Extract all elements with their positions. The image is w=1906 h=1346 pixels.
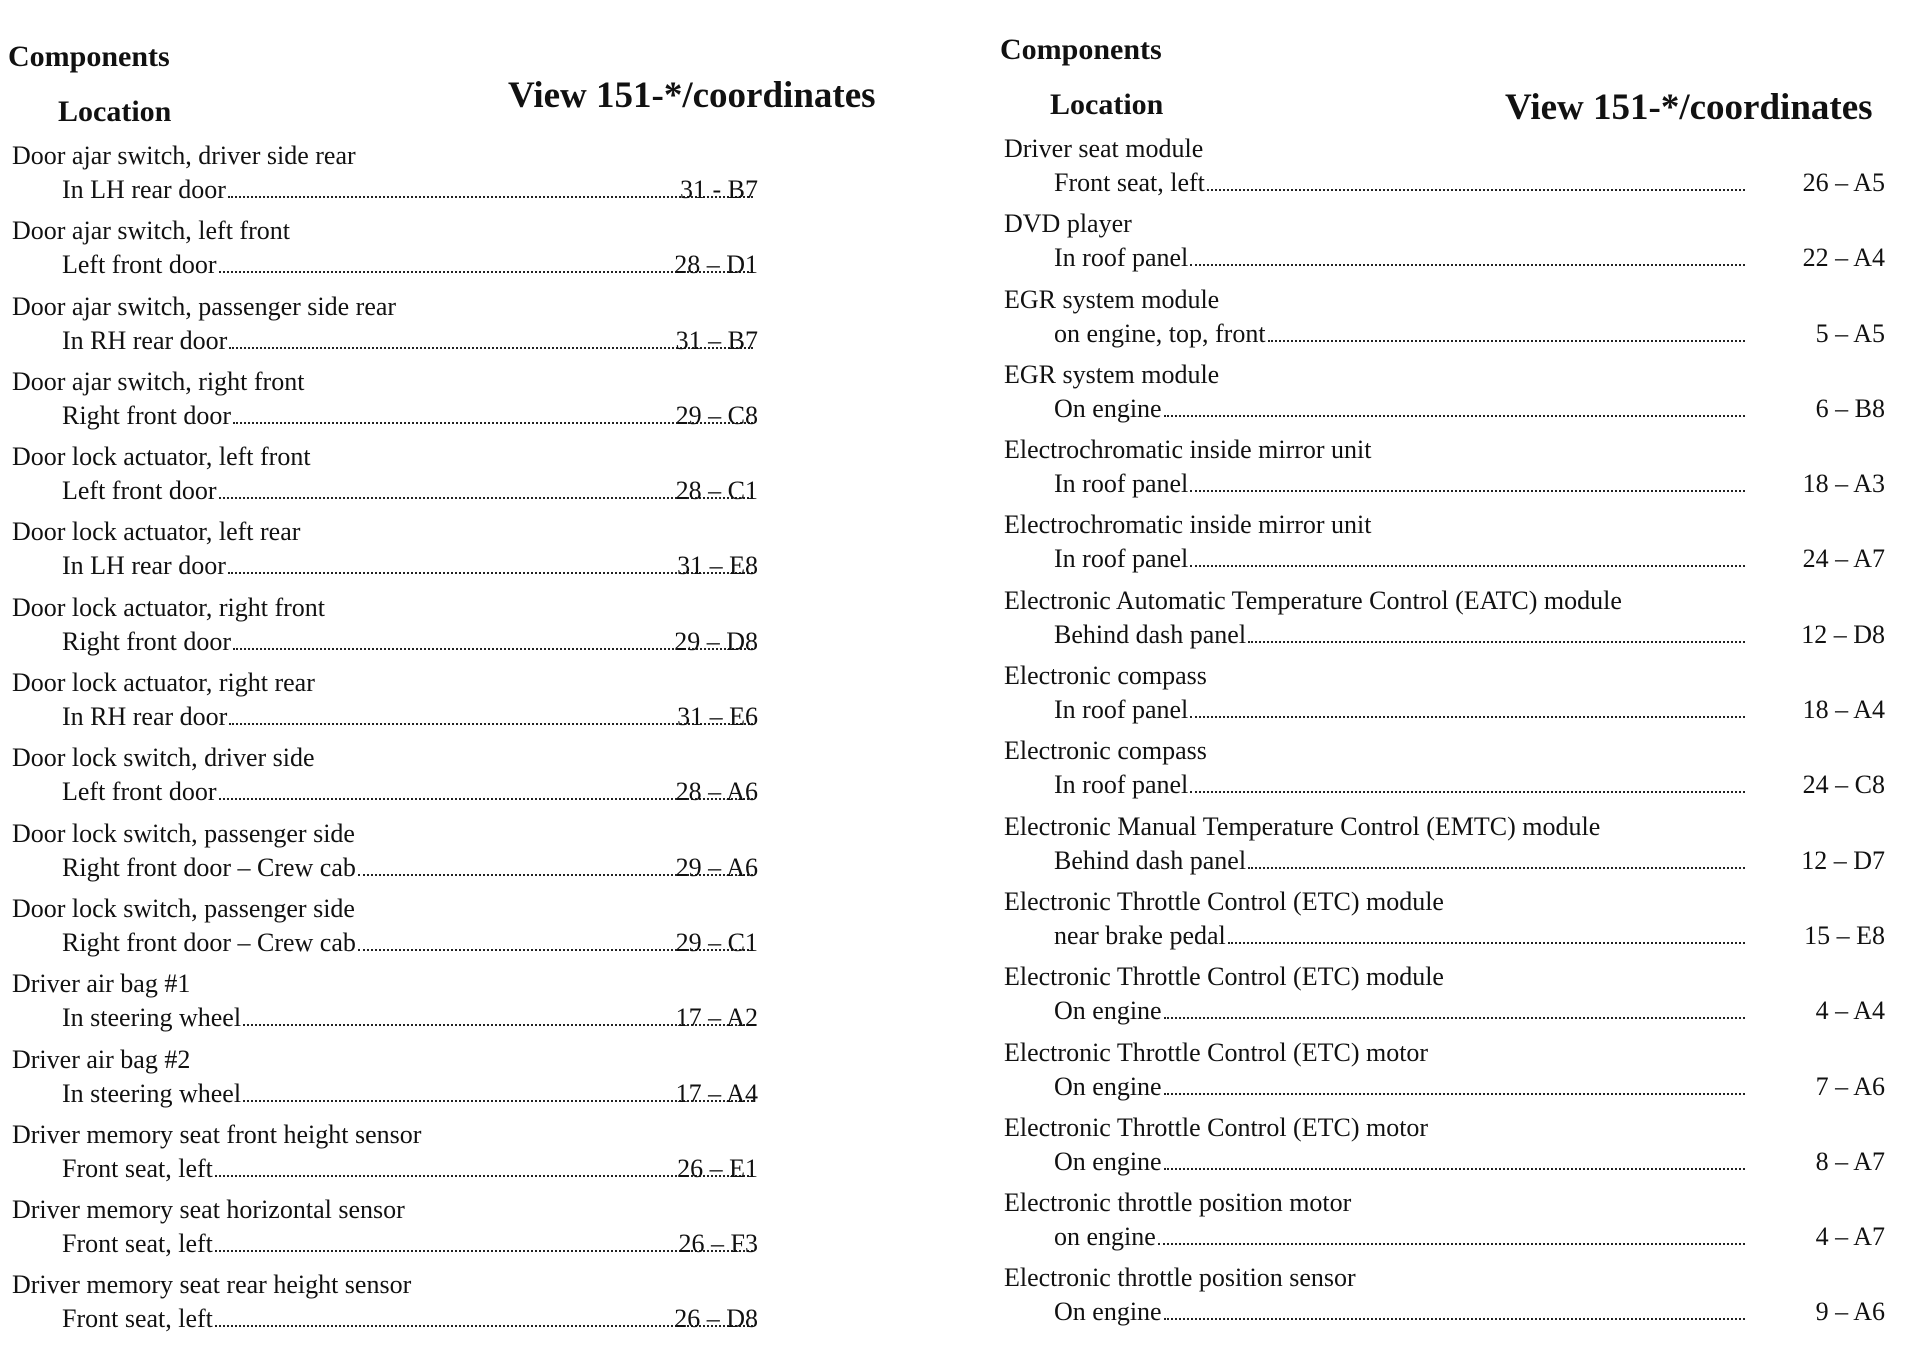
component-name: Electronic Throttle Control (ETC) motor (1004, 1037, 1429, 1067)
dot-leader (1228, 922, 1745, 944)
view-coordinate: 5 – A5 (1815, 318, 1885, 348)
location-line (1054, 996, 1745, 1026)
component-entry (8, 367, 918, 442)
component-entry (1000, 586, 1890, 661)
component-name: Electronic Automatic Temperature Control (EATC) module (1004, 585, 1622, 615)
view-coordinate: 29 – C1 (675, 927, 758, 957)
component-location: Right front door (62, 400, 231, 430)
location-line (62, 777, 753, 807)
component-entry (1000, 209, 1890, 284)
view-coordinate: 4 – A7 (1815, 1222, 1885, 1252)
component-location: In roof panel (1054, 469, 1189, 499)
view-coordinate: 24 – C8 (1802, 770, 1885, 800)
location-line (1054, 1222, 1745, 1252)
component-location: on engine (1054, 1222, 1156, 1252)
component-entry (1000, 1188, 1890, 1263)
component-name: Electronic Throttle Control (ETC) motor (1004, 1112, 1429, 1142)
location-line (1054, 695, 1745, 725)
view-coordinate: 4 – A4 (1815, 996, 1885, 1026)
component-location: On engine (1054, 1071, 1162, 1101)
location-line (1054, 469, 1745, 499)
component-location: In roof panel (1054, 544, 1189, 574)
component-name: Electronic throttle position motor (1004, 1188, 1352, 1218)
location-line (62, 853, 753, 883)
component-name: EGR system module (1004, 284, 1220, 314)
dot-leader (219, 477, 753, 499)
view-coordinate: 31 – E8 (677, 551, 758, 581)
dot-leader (1268, 320, 1745, 342)
component-name: DVD player (1004, 209, 1132, 239)
view-coordinate: 28 – C1 (675, 476, 758, 506)
dot-leader (219, 778, 753, 800)
location-line (1054, 846, 1745, 876)
component-entry (1000, 661, 1890, 736)
component-entry (8, 1270, 918, 1345)
dot-leader (1190, 545, 1745, 567)
component-entry (8, 141, 918, 216)
component-location: Right front door (62, 626, 231, 656)
component-location: Left front door (62, 476, 217, 506)
location-line (62, 1229, 753, 1259)
view-coordinate: 9 – A6 (1815, 1297, 1885, 1327)
location-line (62, 401, 753, 431)
location-line (1054, 544, 1745, 574)
dot-leader (1158, 1223, 1745, 1245)
component-entry (1000, 887, 1890, 962)
component-name: Driver memory seat rear height sensor (12, 1270, 412, 1300)
component-location: Behind dash panel (1054, 619, 1247, 649)
location-line (62, 1079, 753, 1109)
view-coordinate: 12 – D7 (1801, 845, 1885, 875)
component-entry (1000, 510, 1890, 585)
location-line (1054, 1297, 1745, 1327)
component-entry (8, 517, 918, 592)
dot-leader (228, 176, 753, 198)
location-line (62, 326, 753, 356)
location-line (1054, 921, 1745, 951)
view-coordinate: 28 – D1 (674, 250, 758, 280)
component-entry (1000, 812, 1890, 887)
dot-leader (215, 1230, 753, 1252)
view-coordinate: 17 – A2 (675, 1003, 758, 1033)
component-entry (1000, 1038, 1890, 1113)
components-heading: Components (8, 40, 170, 73)
component-location: In RH rear door (62, 325, 228, 355)
component-name: Electrochromatic inside mirror unit (1004, 510, 1372, 540)
view-coordinate: 18 – A3 (1802, 469, 1885, 499)
component-name: Electronic Throttle Control (ETC) module (1004, 962, 1444, 992)
component-entry (1000, 360, 1890, 435)
view-coordinate: 26 – D8 (674, 1304, 758, 1334)
component-entry (1000, 1113, 1890, 1188)
component-entry (8, 819, 918, 894)
component-entry (8, 969, 918, 1044)
component-location: On engine (1054, 393, 1162, 423)
view-coordinates-label: View 151-*/coordinates (1505, 87, 1873, 128)
component-location: In roof panel (1054, 770, 1189, 800)
component-location: on engine, top, front (1054, 318, 1266, 348)
component-location: Right front door – Crew cab (62, 852, 356, 882)
dot-leader (228, 552, 753, 574)
component-entry (8, 292, 918, 367)
component-entry (1000, 962, 1890, 1037)
view-coordinates-label: View 151-*/coordinates (508, 75, 876, 116)
location-line (1054, 1147, 1745, 1177)
component-name: Electrochromatic inside mirror unit (1004, 435, 1372, 465)
view-coordinate: 15 – E8 (1804, 920, 1885, 950)
component-entry (8, 1195, 918, 1270)
view-coordinate: 18 – A4 (1802, 695, 1885, 725)
dot-leader (1248, 621, 1745, 643)
component-location: In LH rear door (62, 175, 226, 204)
location-line (62, 1003, 753, 1033)
component-location: In steering wheel (62, 1003, 242, 1033)
location-line (62, 627, 753, 657)
location-line (1054, 1072, 1745, 1102)
component-name: Driver memory seat front height sensor (12, 1119, 422, 1149)
view-coordinate: 31 – E6 (677, 702, 758, 732)
view-coordinate: 31 - B7 (680, 175, 758, 204)
component-name: Door lock actuator, right rear (12, 668, 315, 698)
dot-leader (219, 251, 753, 273)
component-list (1000, 134, 1890, 1339)
dot-leader (1164, 395, 1745, 417)
component-entry (8, 442, 918, 517)
component-entry (1000, 285, 1890, 360)
component-entry (8, 894, 918, 969)
component-location: On engine (1054, 1146, 1162, 1176)
view-coordinate: 29 – A6 (675, 852, 758, 882)
component-location: In roof panel (1054, 243, 1189, 273)
component-name: Door lock actuator, left rear (12, 517, 301, 547)
component-location: Left front door (62, 777, 217, 807)
component-name: EGR system module (1004, 359, 1220, 389)
component-location: Front seat, left (62, 1153, 213, 1183)
location-label: Location (1050, 88, 1164, 121)
view-coordinate: 8 – A7 (1815, 1146, 1885, 1176)
component-name: Driver memory seat horizontal sensor (12, 1195, 405, 1225)
component-entry (1000, 1263, 1890, 1338)
component-name: Door lock switch, passenger side (12, 818, 355, 848)
component-name: Door lock actuator, right front (12, 592, 326, 622)
component-entry (8, 1045, 918, 1120)
location-line (1054, 770, 1745, 800)
dot-leader (1164, 1298, 1745, 1320)
dot-leader (1190, 696, 1745, 718)
view-coordinate: 31 – B7 (675, 325, 758, 355)
location-line (62, 175, 753, 205)
location-line (62, 702, 753, 732)
component-location: Right front door – Crew cab (62, 927, 356, 957)
location-line (1054, 319, 1745, 349)
component-entry (8, 216, 918, 291)
component-location: Left front door (62, 250, 217, 280)
component-location: In roof panel (1054, 695, 1189, 725)
component-name: Door ajar switch, left front (12, 216, 290, 246)
component-name: Electronic Throttle Control (ETC) module (1004, 886, 1444, 916)
component-name: Driver seat module (1004, 134, 1204, 163)
view-coordinate: 29 – D8 (674, 626, 758, 656)
view-coordinate: 26 – F3 (678, 1229, 758, 1259)
component-entry (8, 593, 918, 668)
location-line (62, 476, 753, 506)
component-name: Door lock actuator, left front (12, 442, 311, 472)
view-coordinate: 22 – A4 (1802, 243, 1885, 273)
component-name: Door lock switch, passenger side (12, 893, 355, 923)
component-location: In LH rear door (62, 551, 226, 581)
location-line (62, 1304, 753, 1334)
dot-leader (1190, 470, 1745, 492)
component-name: Door lock switch, driver side (12, 743, 315, 773)
location-label: Location (58, 95, 172, 128)
component-name: Electronic compass (1004, 736, 1207, 766)
component-name: Driver air bag #1 (12, 969, 191, 999)
view-coordinate: 26 – E1 (677, 1153, 758, 1183)
component-entry (1000, 736, 1890, 811)
component-name: Driver air bag #2 (12, 1044, 191, 1074)
view-coordinate: 17 – A4 (675, 1078, 758, 1108)
location-line (1054, 168, 1745, 198)
location-line (1054, 394, 1745, 424)
components-heading: Components (1000, 33, 1162, 66)
dot-leader (1164, 1148, 1745, 1170)
component-location: Front seat, left (1054, 168, 1205, 197)
location-line (62, 928, 753, 958)
component-location: On engine (1054, 996, 1162, 1026)
location-line (62, 250, 753, 280)
component-entry (1000, 134, 1890, 209)
dot-leader (215, 1305, 753, 1327)
component-name: Electronic Manual Temperature Control (EMTC) module (1004, 811, 1601, 841)
component-location: Front seat, left (62, 1304, 213, 1334)
component-name: Door ajar switch, passenger side rear (12, 291, 397, 321)
location-line (62, 551, 753, 581)
location-line (62, 1154, 753, 1184)
component-location: In RH rear door (62, 702, 228, 732)
component-location: Front seat, left (62, 1229, 213, 1259)
view-coordinate: 7 – A6 (1815, 1071, 1885, 1101)
component-entry (8, 668, 918, 743)
dot-leader (1190, 244, 1745, 266)
location-line (1054, 243, 1745, 273)
dot-leader (1164, 1073, 1745, 1095)
view-coordinate: 24 – A7 (1802, 544, 1885, 574)
component-name: Door ajar switch, driver side rear (12, 141, 356, 170)
dot-leader (1190, 771, 1745, 793)
view-coordinate: 26 – A5 (1802, 168, 1885, 197)
view-coordinate: 28 – A6 (675, 777, 758, 807)
component-name: Door ajar switch, right front (12, 366, 305, 396)
component-location: Behind dash panel (1054, 845, 1247, 875)
dot-leader (229, 327, 753, 349)
dot-leader (1207, 169, 1745, 191)
dot-leader (1164, 997, 1745, 1019)
component-entry (1000, 435, 1890, 510)
dot-leader (1248, 847, 1745, 869)
component-location: In steering wheel (62, 1078, 242, 1108)
component-name: Electronic compass (1004, 661, 1207, 691)
dot-leader (215, 1155, 753, 1177)
view-coordinate: 29 – C8 (675, 400, 758, 430)
component-name: Electronic throttle position sensor (1004, 1263, 1356, 1293)
component-entry (8, 1120, 918, 1195)
view-coordinate: 6 – B8 (1815, 393, 1885, 423)
component-entry (8, 743, 918, 818)
component-location: On engine (1054, 1297, 1162, 1327)
component-list (8, 141, 918, 1346)
component-location: near brake pedal (1054, 920, 1226, 950)
view-coordinate: 12 – D8 (1801, 619, 1885, 649)
dot-leader (229, 703, 753, 725)
location-line (1054, 620, 1745, 650)
